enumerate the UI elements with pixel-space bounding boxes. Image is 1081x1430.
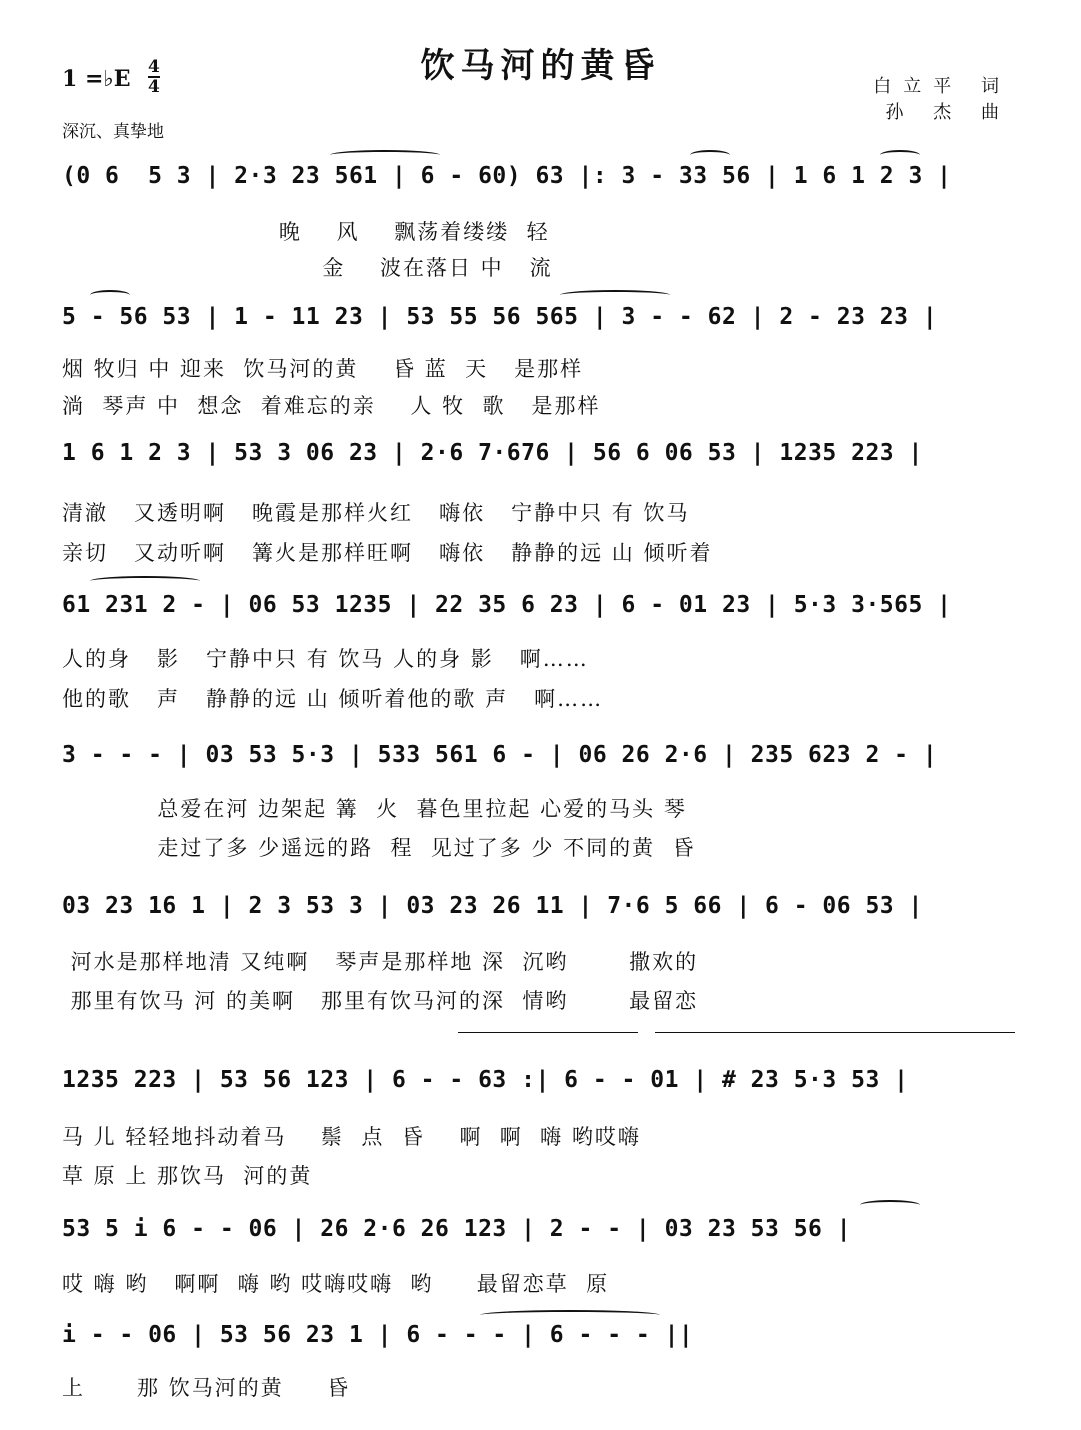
lyric-line-6-verse-2: 那里有饮马 河 的美啊 那里有饮马河的深 情哟 最留恋 — [62, 989, 699, 1013]
lyricist-credit: 白立平 词 — [873, 76, 1011, 97]
notation-line-8: 53 5 i 6 - - 06 | 26 2·6 26 123 | 2 - - | 03 23 53 56 | — [62, 1216, 852, 1242]
tempo-marking: 深沉、真挚地 — [62, 122, 164, 142]
lyric-line-4-verse-1: 人的身 影 宁静中只 有 饮马 人的身 影 啊…… — [62, 647, 589, 671]
slur-mark — [560, 290, 670, 300]
key-signature: 1 =♭E — [62, 66, 131, 92]
lyric-line-5-verse-1: 总爱在河 边架起 篝 火 暮色里拉起 心爱的马头 琴 — [62, 797, 687, 821]
lyric-line-7-verse-2: 草 原 上 那饮马 河的黄 — [62, 1164, 313, 1188]
second-ending-bracket — [655, 1032, 1015, 1033]
song-title: 饮马河的黄昏 — [420, 46, 661, 86]
lyric-line-1-verse-2: 金 波在落日 中 流 — [62, 256, 553, 280]
time-signature — [148, 58, 160, 96]
time-signature-top: 4 — [148, 57, 160, 77]
slur-mark — [880, 150, 920, 160]
slur-mark — [690, 150, 730, 160]
slur-mark — [90, 290, 130, 300]
lyric-line-3-verse-2: 亲切 又动听啊 篝火是那样旺啊 嗨依 静静的远 山 倾听着 — [62, 541, 713, 565]
lyric-line-6-verse-1: 河水是那样地清 又纯啊 琴声是那样地 深 沉哟 撒欢的 — [62, 950, 699, 974]
notation-line-5: 3 - - - | 03 53 5·3 | 533 561 6 - | 06 26 2·6 | 235 623 2 - | — [62, 742, 938, 768]
lyric-line-1-verse-1: 晚 风 飘荡着缕缕 轻 — [62, 220, 550, 244]
slur-mark — [90, 576, 200, 586]
time-signature-bottom: 4 — [148, 77, 160, 97]
slur-mark — [480, 1310, 660, 1320]
notation-line-6: 03 23 16 1 | 2 3 53 3 | 03 23 26 11 | 7·6 5 66 | 6 - 06 53 | — [62, 893, 923, 919]
notation-line-2: 5 - 56 53 | 1 - 11 23 | 53 55 56 565 | 3 - - 62 | 2 - 23 23 | — [62, 304, 938, 330]
lyric-line-3-verse-1: 清澈 又透明啊 晚霞是那样火红 嗨依 宁静中只 有 饮马 — [62, 501, 690, 525]
notation-line-7: 1235 223 | 53 56 123 | 6 - - 63 :| 6 - - 01 | # 23 5·3 53 | — [62, 1067, 909, 1093]
notation-line-9: i - - 06 | 53 56 23 1 | 6 - - - | 6 - - - || — [62, 1322, 694, 1348]
notation-line-3: 1 6 1 2 3 | 53 3 06 23 | 2·6 7·676 | 56 6 06 53 | 1235 223 | — [62, 440, 923, 466]
lyric-line-2-verse-1: 烟 牧归 中 迎来 饮马河的黄 昏 蓝 天 是那样 — [62, 357, 584, 381]
lyric-line-2-verse-2: 淌 琴声 中 想念 着难忘的亲 人 牧 歌 是那样 — [62, 394, 601, 418]
first-ending-bracket — [458, 1032, 638, 1033]
lyric-line-7-verse-1: 马 儿 轻轻地抖动着马 鬃 点 昏 啊 啊 嗨 哟哎嗨 — [62, 1125, 641, 1149]
composer-credit: 孙 杰 曲 — [885, 102, 1011, 123]
notation-line-1: (0 6 5 3 | 2·3 23 561 | 6 - 60) 63 |: 3 - 33 56 | 1 6 1 2 3 | — [62, 163, 952, 189]
slur-mark — [860, 1200, 920, 1210]
notation-line-4: 61 231 2 - | 06 53 1235 | 22 35 6 23 | 6 - 01 23 | 5·3 3·565 | — [62, 592, 952, 618]
lyric-line-5-verse-2: 走过了多 少遥远的路 程 见过了多 少 不同的黄 昏 — [62, 836, 696, 860]
lyric-line-4-verse-2: 他的歌 声 静静的远 山 倾听着他的歌 声 啊…… — [62, 687, 604, 711]
lyric-line-8-verse-1: 哎 嗨 哟 啊啊 嗨 哟 哎嗨哎嗨 哟 最留恋草 原 — [62, 1272, 610, 1296]
slur-mark — [330, 150, 440, 160]
lyric-line-9-verse-1: 上 那 饮马河的黄 昏 — [62, 1376, 351, 1400]
